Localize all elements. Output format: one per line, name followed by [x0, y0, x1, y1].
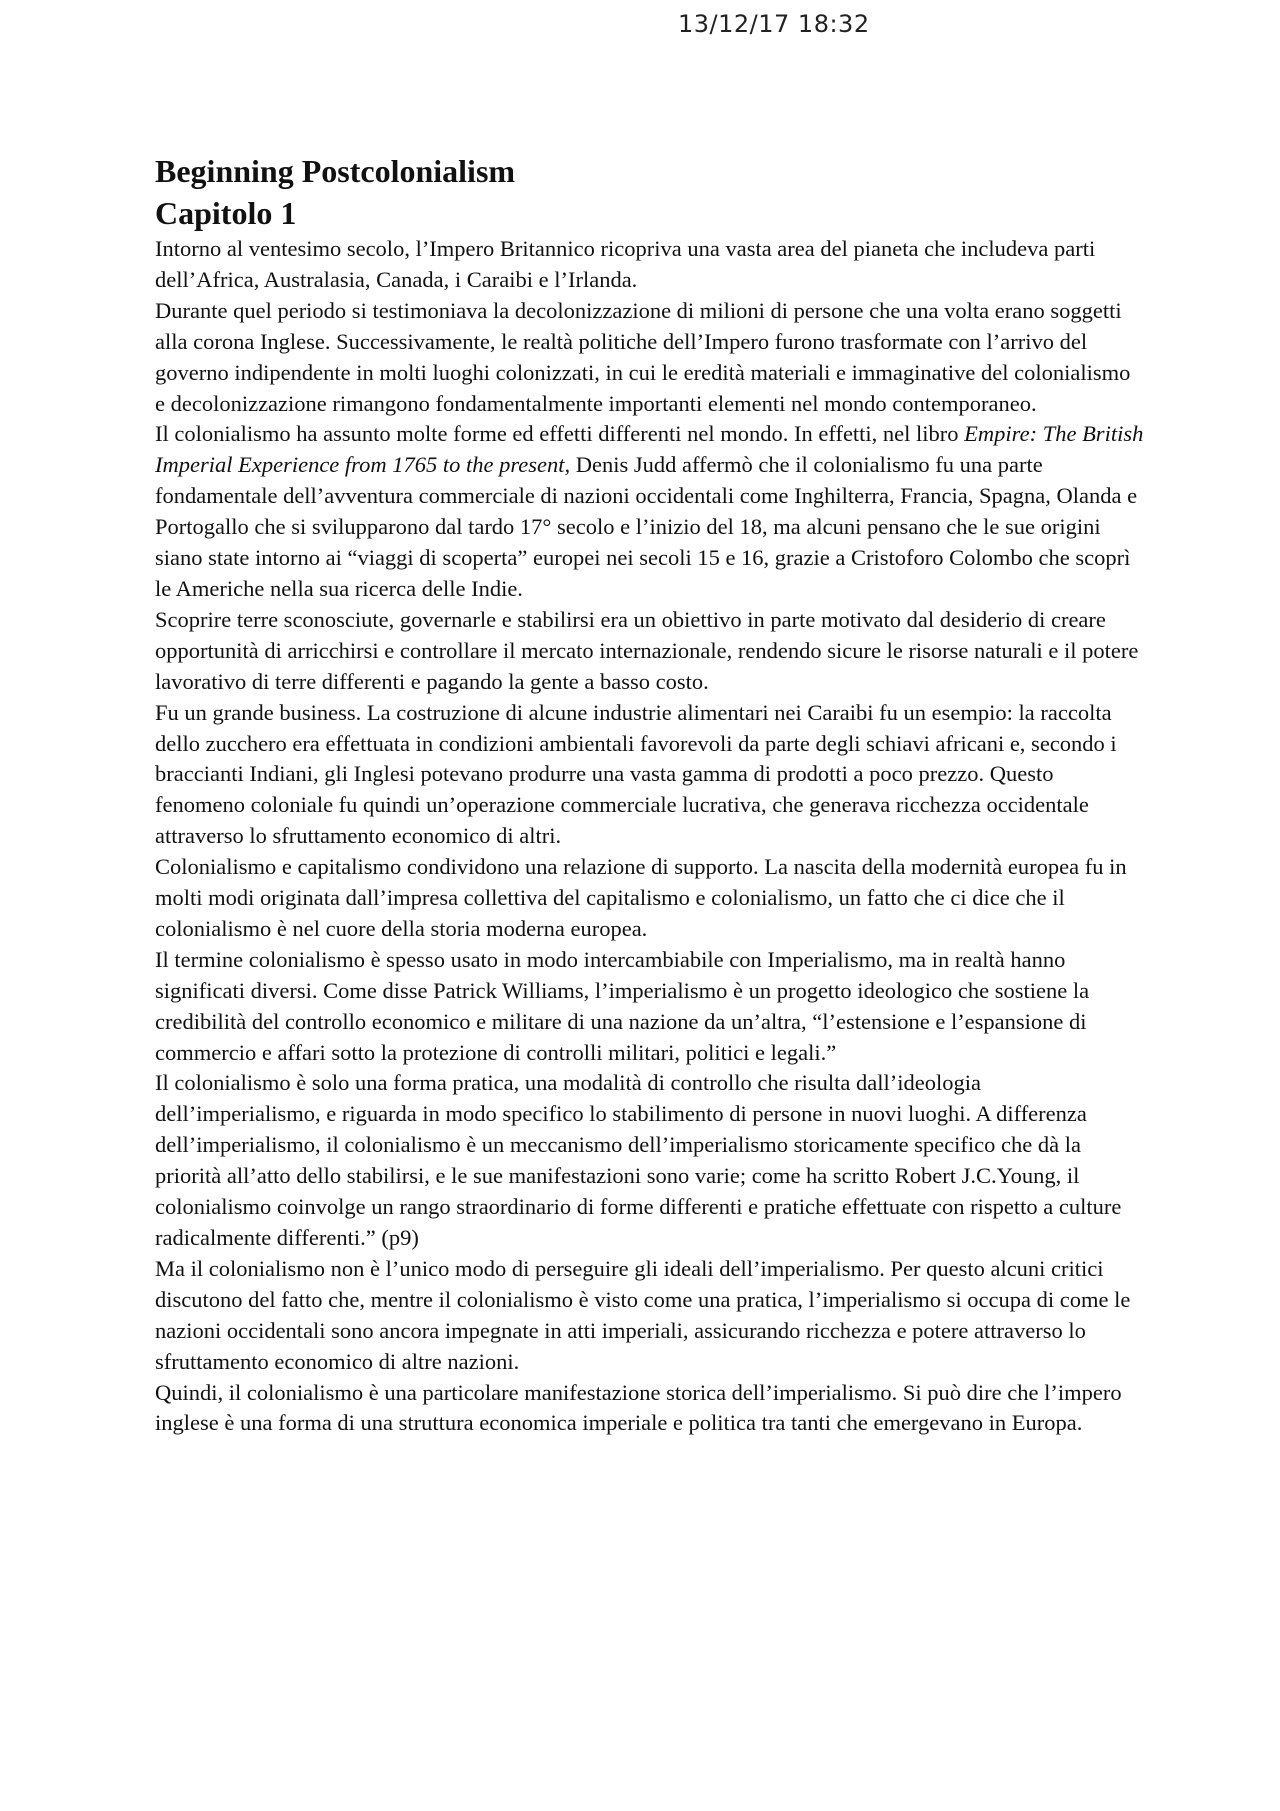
paragraph: Il colonialismo è solo una forma pratica, una modalità di controllo che risulta dall’ideologia dell’imperialismo, e riguarda in modo specifico lo stabilimento di persone in nuovi luoghi. A differenza dell’imperialismo, il colonialismo è un meccanismo dell’imperialismo storicamente specifico che dà la priorità all’atto dello stabilirsi, e le sue manifestazioni sono varie; come ha scritto Robert J.C.Young, il colonialismo coinvolge un rango straordinario di forme differenti e pratiche effettuate con rispetto a culture radicalmente differenti.” (p9) [155, 1070, 1122, 1250]
paragraph: Colonialismo e capitalismo condividono una relazione di supporto. La nascita della modernità europea fu in molti modi originata dall’impresa collettiva del capitalismo e colonialismo, un fatto che ci dice che il colonialismo è nel cuore della storia moderna europea. [155, 854, 1127, 941]
paragraph: Ma il colonialismo non è l’unico modo di perseguire gli ideali dell’imperialismo. Per questo alcuni critici discutono del fatto che, mentre il colonialismo è visto come una pratica, l’imperialismo si occupa di come le nazioni occidentali sono ancora impegnate in atti imperiali, assicurando ricchezza e potere attraverso lo sfruttamento economico di altre nazioni. [155, 1255, 1131, 1374]
paragraph: Durante quel periodo si testimoniava la decolonizzazione di milioni di persone che una volta erano soggetti alla corona Inglese. Successivamente, le realtà politiche dell’Impero furono trasformate con l’arrivo del governo indipendente in molti luoghi colonizzati, in cui le eredità materiali e immaginative del colonialismo e decolonizzazione rimangono fondamentalmente importanti elementi nel mondo contemporaneo. [155, 297, 1131, 416]
document-title: Beginning Postcolonialism [155, 153, 516, 189]
book-title: Empire: The British Imperial Experience from 1765 to the present, [155, 421, 1144, 478]
chapter-heading: Capitolo 1 [155, 195, 297, 231]
paragraph: Fu un grande business. La costruzione di alcune industrie alimentari nei Caraibi fu un esempio: la raccolta dello zucchero era effettuata in condizioni ambientali favorevoli da parte degli schiavi africani e, secondo i braccianti Indiani, gli Inglesi potevano produrre una vasta gamma di prodotti a poco prezzo. Questo fenomeno coloniale fu quindi un’operazione commerciale lucrativa, che generava ricchezza occidentale attraverso lo sfruttamento economico di altri. [155, 699, 1117, 849]
paragraph: Scoprire terre sconosciute, governarle e stabilirsi era un obiettivo in parte motivato dal desiderio di creare opportunità di arricchirsi e controllare il mercato internazionale, rendendo sicure le risorse naturali e il potere lavorativo di terre differenti e pagando la gente a basso costo. [155, 606, 1139, 694]
paragraph [155, 419, 1145, 604]
paragraph: Quindi, il colonialismo è una particolare manifestazione storica dell’imperialismo. Si può dire che l’impero inglese è una forma di una struttura economica imperiale e politica tra tanti che emergevano in Europa. [155, 1379, 1122, 1436]
document-body [155, 150, 1145, 1439]
print-timestamp: 13/12/17 18:32 [678, 10, 870, 38]
paragraph-text: Denis Judd affermò che il colonialismo fu una parte fondamentale dell’avventura commerciale di nazioni occidentali come Inghilterra, Francia, Spagna, Olanda e Portogallo che si svilupparono dal tardo 17° secolo e l’inizio del 18, ma alcuni pensano che le sue origini siano state intorno ai “viaggi di scoperta” europei nei secoli 15 e 16, grazie a Cristoforo Colombo che scoprì le Americhe nella sua ricerca delle Indie. [155, 452, 1138, 601]
paragraph: Il termine colonialismo è spesso usato in modo intercambiabile con Imperialismo, ma in realtà hanno significati diversi. Come disse Patrick Williams, l’imperialismo è un progetto ideologico che sostiene la credibilità del controllo economico e militare di una nazione da un’altra, “l’estensione e l’espansione di commercio e affari sotto la protezione di controlli militari, politici e legali.” [155, 946, 1090, 1065]
paragraph: Intorno al ventesimo secolo, l’Impero Britannico ricopriva una vasta area del pianeta che includeva parti dell’Africa, Australasia, Canada, i Caraibi e l’Irlanda. [155, 236, 1096, 292]
paragraph-text: Il colonialismo ha assunto molte forme ed effetti differenti nel mondo. In effetti, nel libro [155, 421, 965, 447]
